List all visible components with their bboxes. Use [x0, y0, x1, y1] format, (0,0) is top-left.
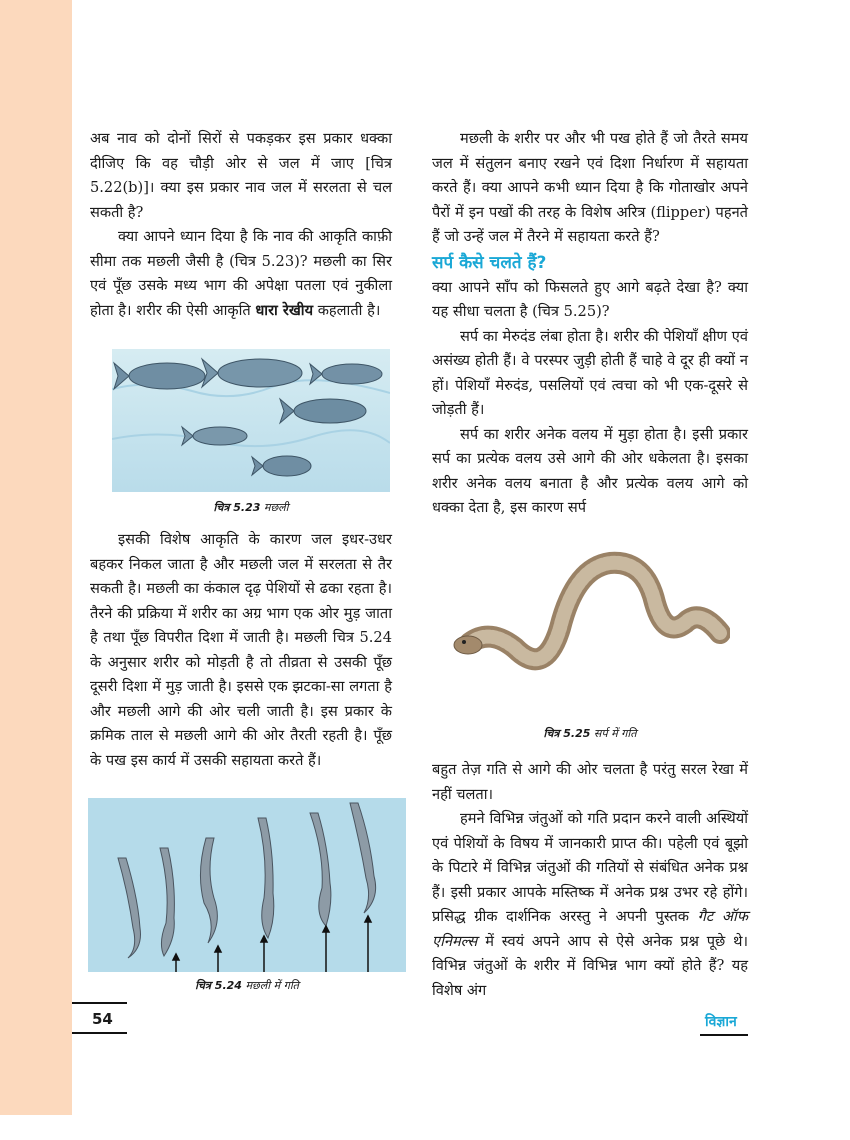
right-paragraph-1: मछली के शरीर पर और भी पख होते हैं जो तैरते समय जल में संतुलन बनाए रखने एवं दिशा निर्धारण में सहायता करते हैं। क्या आपने कभी ध्यान दिया है कि गोताखोर अपने पैरों में इन पखों की तरह के विशेष अरित्र (flipper) पहनते हैं जो उन्हें जल में तैरने में सहायता करते हैं? [432, 130, 748, 245]
left-paragraph-3: इसकी विशेष आकृति के कारण जल इधर-उधर बहकर निकल जाता है और मछली जल में सरलता से तैर सकती है। मछली का कंकाल दृढ़ पेशियों से ढका रहता है। तैरने की प्रक्रिया में शरीर का अग्र भाग एक ओर मुड़ जाता है तथा पूँछ विपरीत दिशा में जाती है। मछली चित्र 5.24 के अनुसार शरीर को मोड़ती है तो तीव्रता से उसकी पूँछ दूसरी दिशा में मुड़ जाती है। इससे एक झटका-सा लगता है और मछली आगे की ओर चली जाती है। इस प्रकार के क्रमिक ताल से मछली आगे की ओर तैरती रहती है। पूँछ के पख इस कार्य में उसकी सहायता करते हैं। [90, 531, 392, 769]
right-paragraph-6 [432, 807, 748, 1003]
figure-5-25-caption [450, 726, 730, 741]
snake-illustration [450, 548, 730, 708]
left-paragraph-2 [90, 225, 392, 323]
figure-5-23-fish-school [112, 349, 390, 492]
page-number: 54 [92, 1010, 113, 1028]
footer-rule-right [700, 1034, 748, 1036]
book-title: गैट ऑफ एनिमल्स [432, 908, 748, 950]
right-paragraph-3: सर्प का मेरुदंड लंबा होता है। शरीर की पेशियाँ क्षीण एवं असंख्य होती हैं। वे परस्पर जुड़ी होती हैं चाहे वे दूर ही क्यों न हों। पेशियाँ मेरुदंड, पसलियों एवं त्वचा को भी एक-दूसरे से जोड़ती हैं। [432, 327, 748, 418]
fish-stage-2 [160, 848, 174, 956]
figure-5-24-caption [88, 978, 406, 993]
fish-stage-6 [350, 803, 376, 913]
fish-4 [280, 399, 366, 423]
figure-5-23-number: चित्र 5.23 [213, 501, 261, 514]
fish-movement-illustration [88, 798, 406, 972]
figure-5-25-number: चित्र 5.25 [543, 727, 591, 740]
right-paragraph-6-text: हमने विभिन्न जंतुओं को गति प्रदान करने वाली अस्थियों एवं पेशियों के विषय में जानकारी प्राप्त की। पहेली एवं बूझो के पिटारे में विभिन्न जंतुओं की गतियों से संबंधित अनेक प्रश्न हैं। इसी प्रकार आपके मस्तिष्क में अनेक प्रश्न उभर रहे होंगे। प्रसिद्ध ग्रीक दार्शनिक अरस्तु ने अपनी पुस्तक [432, 810, 748, 925]
left-paragraph-2-end: कहलाती है। [317, 301, 381, 319]
left-column-top [90, 127, 392, 323]
fish-5 [182, 427, 247, 445]
left-column-middle [90, 528, 392, 773]
right-paragraph-6-end: में स्वयं अपने आप से ऐसे अनेक प्रश्न पूछे थे। विभिन्न जंतुओं के शरीर में विभिन्न भाग क्यों होते हैं? यह विशेष अंग [432, 932, 749, 999]
figure-5-23-caption [112, 500, 390, 515]
right-column-top [432, 127, 748, 521]
right-column-bottom [432, 758, 748, 1003]
fish-school-illustration [112, 349, 390, 492]
figure-5-24-title: मछली में गति [245, 979, 299, 992]
page-margin-strip [0, 0, 72, 1115]
footer-rule-left-top [72, 1002, 127, 1004]
left-paragraph-1: अब नाव को दोनों सिरों से पकड़कर इस प्रकार धक्का दीजिए कि वह चौड़ी ओर से जल में जाए [चित्र 5.22(b)]। क्या इस प्रकार नाव जल में सरलता से चल सकती है? [90, 130, 392, 221]
figure-5-24-number: चित्र 5.24 [195, 979, 242, 992]
fish-stage-3 [200, 838, 217, 943]
right-paragraph-2: क्या आपने साँप को फिसलते हुए आगे बढ़ते देखा है? क्या यह सीधा चलता है (चित्र 5.25)? [432, 278, 748, 320]
fish-stage-4 [258, 818, 274, 938]
right-paragraph-4: सर्प का शरीर अनेक वलय में मुड़ा होता है। इसी प्रकार सर्प का प्रत्येक वलय उसे आगे की ओर धकेलता है। इसका शरीर अनेक वलय बनाता है और प्रत्येक वलय आगे को धक्का देता है, इस कारण सर्प [432, 425, 748, 516]
footer-rule-left-bottom [72, 1032, 127, 1034]
snake-head [454, 636, 482, 654]
fish-stage-5 [310, 813, 331, 926]
fish-2 [202, 359, 302, 387]
left-paragraph-2-text: क्या आपने ध्यान दिया है कि नाव की आकृति काफ़ी सीमा तक मछली जैसी है (चित्र 5.23)? मछली का सिर एवं पूँछ उसके मध्य भाग की अपेक्षा पतला एवं नुकीला होता है। शरीर की ऐसी आकृति [90, 228, 392, 319]
streamlined-term: धारा रेखीय [255, 301, 314, 319]
figure-5-25-snake [450, 548, 730, 708]
section-heading-snake: सर्प कैसे चलते हैं? [432, 252, 547, 273]
figure-5-24-fish-movement [88, 798, 406, 972]
fish-6 [252, 456, 311, 476]
right-paragraph-5: बहुत तेज़ गति से आगे की ओर चलता है परंतु सरल रेखा में नहीं चलता। [432, 761, 748, 803]
subject-label: विज्ञान [705, 1014, 737, 1030]
fish-stage-1 [118, 858, 141, 958]
figure-5-25-title: सर्प में गति [593, 727, 637, 740]
figure-5-23-title: मछली [263, 501, 289, 514]
